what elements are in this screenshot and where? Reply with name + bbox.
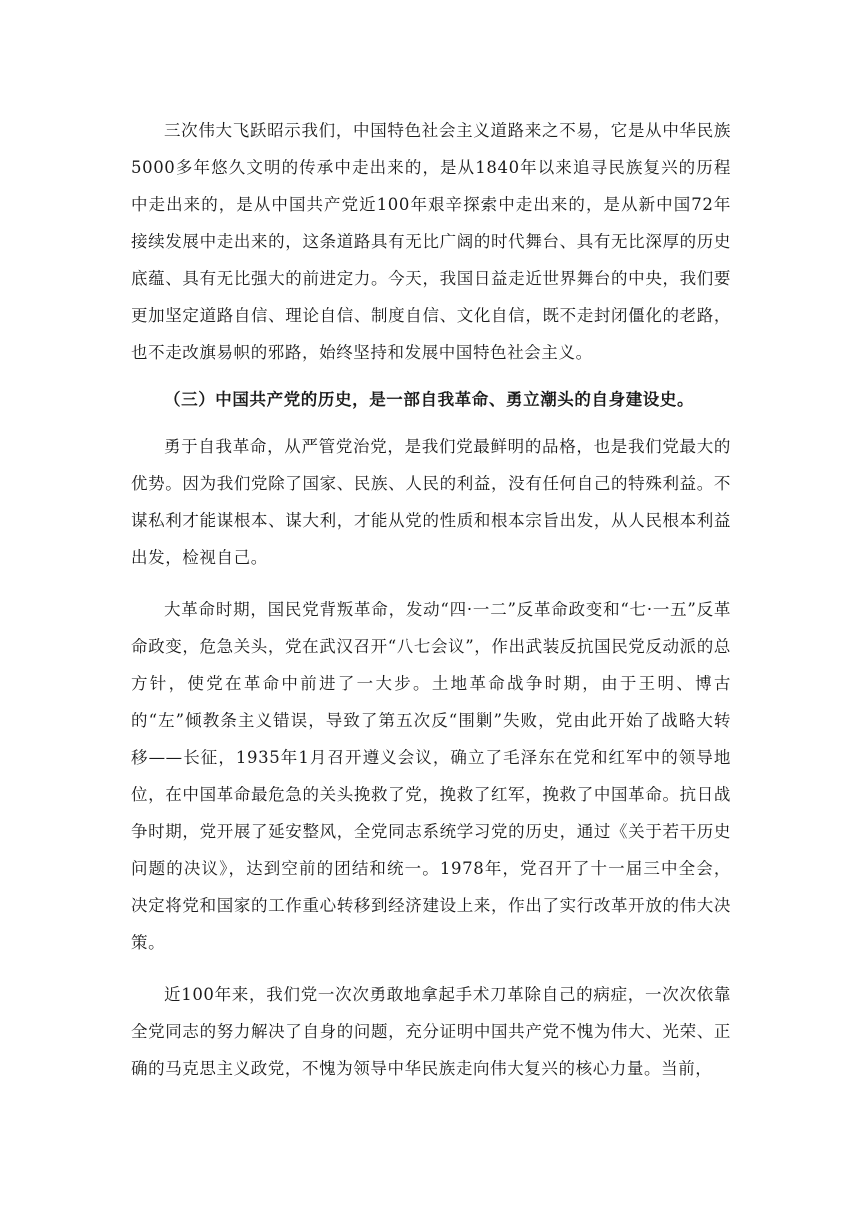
paragraph-three-great-leaps: 三次伟大飞跃昭示我们，中国特色社会主义道路来之不易，它是从中华民族5000多年悠久文明的传承中走出来的，是从1840年以来追寻民族复兴的历程中走出来的，是从中国共产党近100年艰辛探索中走出来的，是从新中国72年接续发展中走出来的，这条道路具有无比广阔的时代舞台、具有无比深厚的历史底蕴、具有无比强大的前进定力。今天，我国日益走近世界舞台的中央，我们要更加坚定道路自信、理论自信、制度自信、文化自信，既不走封闭僵化的老路，也不走改旗易帜的邪路，始终坚持和发展中国特色社会主义。 — [131, 121, 731, 362]
document-body — [131, 112, 731, 1087]
paragraph-self-revolution: 勇于自我革命，从严管党治党，是我们党最鲜明的品格，也是我们党最大的优势。因为我们党除了国家、民族、人民的利益，没有任何自己的特殊利益。不谋私利才能谋根本、谋大利，才能从党的性质和根本宗旨出发，从人民根本利益出发，检视自己。 — [131, 437, 731, 567]
paragraph-revolution-history: 大革命时期，国民党背叛革命，发动“四·一二”反革命政变和“七·一五”反革命政变，危急关头，党在武汉召开“八七会议”，作出武装反抗国民党反动派的总方针，使党在革命中前进了一大步。土地革命战争时期，由于王明、博古的“左”倾教条主义错误，导致了第五次反“围剿”失败，党由此开始了战略大转移——长征，1935年1月召开遵义会议，确立了毛泽东在党和红军中的领导地位，在中国革命最危急的关头挽救了党，挽救了红军，挽救了中国革命。抗日战争时期，党开展了延安整风，全党同志系统学习党的历史，通过《关于若干历史问题的决议》，达到空前的团结和统一。1978年，党召开了十一届三中全会，决定将党和国家的工作重心转移到经济建设上来，作出了实行改革开放的伟大决策。 — [131, 600, 731, 952]
section-heading-self-revolution: （三）中国共产党的历史，是一部自我革命、勇立潮头的自身建设史。 — [164, 390, 695, 409]
paragraph-hundred-years: 近100年来，我们党一次次勇敢地拿起手术刀革除自己的病症，一次次依靠全党同志的努力解决了自身的问题，充分证明中国共产党不愧为伟大、光荣、正确的马克思主义政党，不愧为领导中华民族走向伟大复兴的核心力量。当前， — [131, 985, 731, 1078]
